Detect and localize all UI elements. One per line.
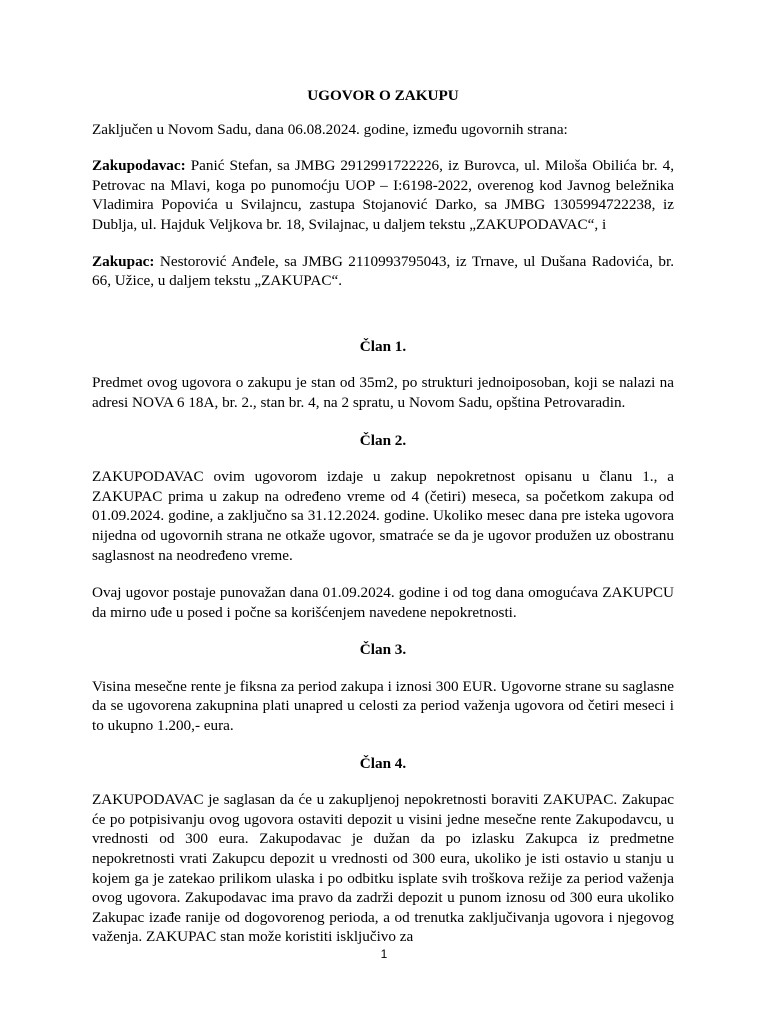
page-number: 1: [380, 947, 388, 961]
article-2-paragraph-1: ZAKUPODAVAC ovim ugovorom izdaje u zakup nepokretnost opisanu u članu 1., a ZAKUPAC prima u zakup na određeno vreme od 4 (četiri) meseca, sa početkom zakupa od 01.09.2024. godine, a zaključno sa 31.12.2024. godine. Ukoliko mesec dana pre isteka ugovora nijedna od ugovornih strana ne otkaže ugovor, smatraće se da je ugovor produžen uz obostranu saglasnost na neodređeno vreme.: [92, 468, 674, 564]
article-1-heading: Član 1.: [359, 337, 407, 355]
document-title: UGOVOR O ZAKUPU: [307, 87, 459, 104]
article-1-paragraph-1: Predmet ovog ugovora o zakupu je stan od 35m2, po strukturi jednoiposoban, koji se nalazi na adresi NOVA 6 18A, br. 2., stan br. 4, na 2 spratu, u Novom Sadu, opština Petrovaradin.: [92, 374, 674, 411]
tenant-text: Nestorović Anđele, sa JMBG 2110993795043, iz Trnave, ul Dušana Radovića, br. 66, Užice, u daljem tekstu „ZAKUPAC“.: [92, 252, 674, 290]
article-2-paragraph-2: Ovaj ugovor postaje punovažan dana 01.09.2024. godine i od tog dana omogućava ZAKUPCU da mirno uđe u posed i počne sa korišćenjem navedene nepokretnosti.: [92, 584, 674, 621]
intro-paragraph: Zaključen u Novom Sadu, dana 06.08.2024. godine, između ugovornih strana:: [92, 120, 568, 138]
article-3-paragraph-1: Visina mesečne rente je fiksna za period zakupa i iznosi 300 EUR. Ugovorne strane su saglasne da se ugovorena zakupnina plati unapred u celosti za period važenja ugovora od četiri meseci i to ukupno 1.200,- eura.: [92, 677, 674, 735]
article-2-heading: Član 2.: [359, 431, 407, 449]
landlord-label: Zakupodavac:: [92, 157, 186, 175]
document-body: [92, 86, 674, 947]
article-3-heading: Član 3.: [359, 641, 407, 659]
landlord-text: Panić Stefan, sa JMBG 2912991722226, iz Burovca, ul. Miloša Obilića br. 4, Petrovac na Mlavi, koga po punomoćju UOP – I:6198-2022, overenog kod Javnog beležnika Vladimira Popovića u Svilajncu, zastupa Stojanović Darko, sa JMBG 1305994722238, iz Dublja, ul. Hajduk Veljkova br. 18, Svilajnac, u daljem tekstu „ZAKUPODAVAC“, i: [92, 157, 674, 233]
tenant-paragraph: [92, 252, 674, 291]
landlord-paragraph: [92, 156, 674, 234]
article-4-heading: Član 4.: [359, 754, 407, 772]
article-4-paragraph-1: ZAKUPODAVAC je saglasan da će u zakupljenoj nepokretnosti boraviti ZAKUPAC. Zakupac će po potpisivanju ovog ugovora ostaviti depozit u visini jedne mesečne rente Zakupodavcu, u vrednosti od 300 eura. Zakupodavac je dužan da po izlasku Zakupca iz predmetne nepokretnosti vrati Zakupcu depozit u vrednosti od 300 eura, ukoliko je isti ostavio u stanju u kojem ga je zatekao prilikom ulaska i po odbitku isplate svih troškova režije za period važenja ovog ugovora. Zakupodavac ima pravo da zadrži depozit u punom iznosu od 300 eura ukoliko Zakupac izađe ranije od dogovorenog perioda, a od trenutka zaključivanja ugovora i njegovog važenja. ZAKUPAC stan može koristiti isključivo za: [92, 791, 674, 946]
tenant-label: Zakupac:: [92, 252, 155, 270]
